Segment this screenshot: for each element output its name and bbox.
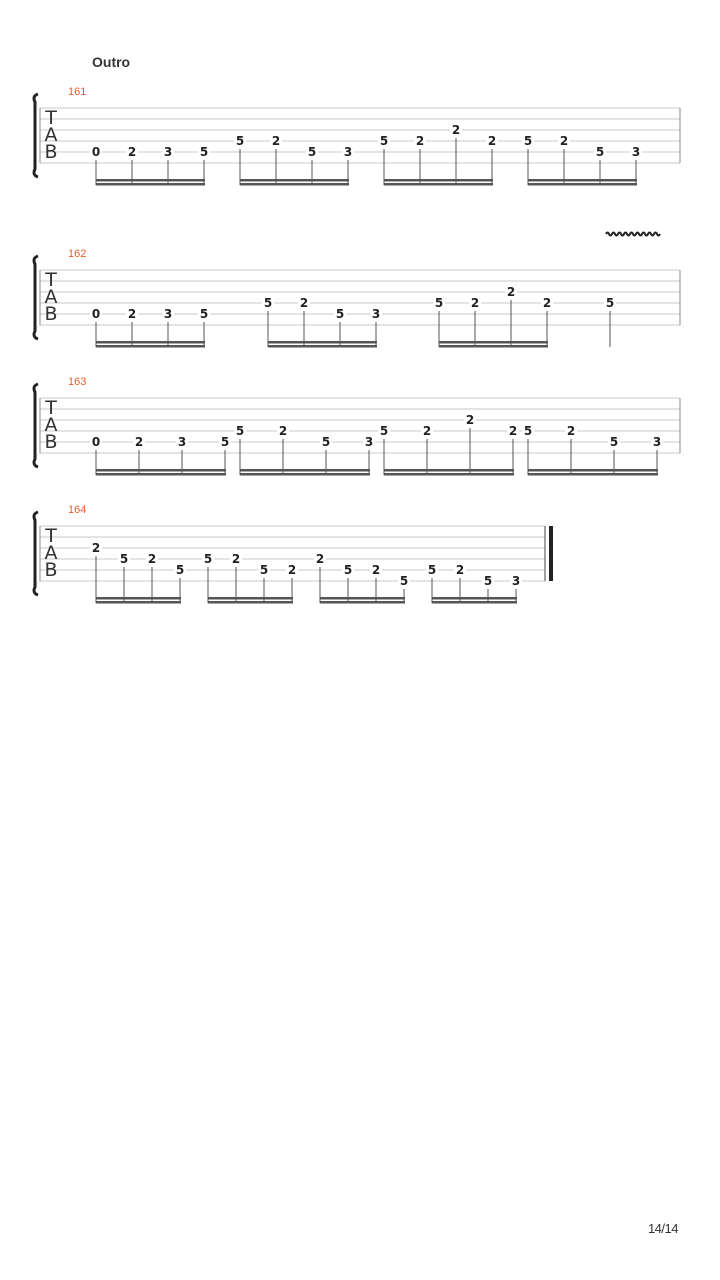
fret-number: 3 [371, 307, 381, 321]
beat-group [90, 145, 210, 186]
measure-number: 161 [68, 86, 87, 98]
beam-primary [96, 179, 205, 182]
fret-number: 3 [631, 145, 641, 159]
tab-clef-letter: B [44, 431, 58, 453]
fret-number: 2 [566, 424, 576, 438]
fret-number: 2 [299, 296, 309, 310]
fret-number: 5 [523, 134, 533, 148]
beam-secondary [528, 473, 658, 476]
beam-primary [528, 179, 637, 182]
fret-number: 2 [506, 285, 516, 299]
beam-secondary [439, 345, 548, 348]
fret-number: 5 [235, 424, 245, 438]
beam-secondary [96, 601, 181, 604]
fret-number: 5 [220, 435, 230, 449]
fret-number: 5 [321, 435, 331, 449]
beam-primary [384, 179, 493, 182]
tab-clef-letter: B [44, 303, 58, 325]
tab-clef-letter: A [44, 414, 58, 436]
beam-primary [96, 341, 205, 344]
fret-number: 5 [379, 424, 389, 438]
tab-clef-letter: T [45, 525, 57, 547]
fret-number: 2 [287, 563, 297, 577]
fret-number: 5 [307, 145, 317, 159]
beam-primary [268, 341, 377, 344]
system-bracket [34, 256, 38, 339]
fret-number: 5 [434, 296, 444, 310]
fret-number: 5 [523, 424, 533, 438]
fret-number: 0 [91, 435, 101, 449]
beat-group [522, 424, 663, 476]
fret-number: 2 [127, 307, 137, 321]
beat-group [90, 435, 231, 476]
beam-secondary [240, 183, 349, 186]
system-bracket [34, 512, 38, 595]
tab-clef-letter: B [44, 141, 58, 163]
beam-secondary [208, 601, 293, 604]
fret-number: 3 [163, 307, 173, 321]
fret-number: 0 [91, 307, 101, 321]
fret-number: 5 [199, 307, 209, 321]
page-number: 14/14 [647, 1221, 678, 1236]
fret-number: 5 [259, 563, 269, 577]
fret-number: 2 [422, 424, 432, 438]
fret-number: 3 [511, 574, 521, 588]
tab-system-163 [34, 376, 680, 476]
fret-number: 5 [483, 574, 493, 588]
fret-number: 5 [427, 563, 437, 577]
system-bracket [34, 384, 38, 467]
beat-group [378, 413, 519, 476]
tab-clef-letter: A [44, 286, 58, 308]
fret-number: 3 [177, 435, 187, 449]
fret-number: 2 [508, 424, 518, 438]
tab-system-162 [34, 233, 680, 348]
fret-number: 5 [199, 145, 209, 159]
section-title: Outro [92, 54, 131, 70]
fret-number: 5 [595, 145, 605, 159]
tab-system-164 [34, 504, 553, 604]
fret-number: 2 [147, 552, 157, 566]
beat-group [262, 296, 382, 348]
beam-secondary [320, 601, 405, 604]
fret-number: 2 [415, 134, 425, 148]
barline-final-thick [549, 526, 553, 581]
beat-group [604, 296, 616, 347]
beat-group [234, 424, 375, 476]
system-bracket [34, 94, 38, 177]
fret-number: 2 [127, 145, 137, 159]
beam-secondary [432, 601, 517, 604]
fret-number: 0 [91, 145, 101, 159]
beam-primary [432, 597, 517, 600]
beat-group [314, 552, 410, 604]
beam-secondary [96, 345, 205, 348]
fret-number: 2 [271, 134, 281, 148]
fret-number: 3 [163, 145, 173, 159]
measure-number: 162 [68, 248, 87, 260]
beat-group [378, 123, 498, 186]
fret-number: 2 [134, 435, 144, 449]
beam-secondary [268, 345, 377, 348]
fret-number: 5 [335, 307, 345, 321]
fret-number: 2 [278, 424, 288, 438]
beam-primary [240, 179, 349, 182]
beam-secondary [96, 473, 226, 476]
beat-group [202, 552, 298, 604]
beam-primary [384, 469, 514, 472]
beat-group [426, 563, 522, 604]
tab-clef-letter: T [45, 107, 57, 129]
beat-group [522, 134, 642, 186]
fret-number: 2 [91, 541, 101, 555]
beam-secondary [240, 473, 370, 476]
beat-group [90, 307, 210, 348]
beam-primary [208, 597, 293, 600]
fret-number: 5 [343, 563, 353, 577]
fret-number: 5 [605, 296, 615, 310]
tab-system-161 [34, 86, 680, 186]
fret-number: 5 [203, 552, 213, 566]
fret-number: 2 [487, 134, 497, 148]
fret-number: 3 [343, 145, 353, 159]
beam-secondary [384, 473, 514, 476]
fret-number: 3 [364, 435, 374, 449]
fret-number: 2 [371, 563, 381, 577]
fret-number: 2 [315, 552, 325, 566]
fret-number: 2 [542, 296, 552, 310]
tab-clef-letter: A [44, 124, 58, 146]
fret-number: 2 [455, 563, 465, 577]
tab-clef-letter: A [44, 542, 58, 564]
beat-group [90, 541, 186, 604]
fret-number: 5 [399, 574, 409, 588]
fret-number: 2 [465, 413, 475, 427]
fret-number: 2 [559, 134, 569, 148]
beam-primary [96, 469, 226, 472]
beam-secondary [384, 183, 493, 186]
beat-group [433, 285, 553, 348]
fret-number: 2 [451, 123, 461, 137]
vibrato-mark [606, 233, 660, 236]
fret-number: 5 [235, 134, 245, 148]
fret-number: 3 [652, 435, 662, 449]
measure-number: 164 [68, 504, 87, 516]
fret-number: 5 [609, 435, 619, 449]
tab-clef-letter: T [45, 397, 57, 419]
beam-primary [320, 597, 405, 600]
beam-primary [96, 597, 181, 600]
beam-primary [528, 469, 658, 472]
tab-clef-letter: B [44, 559, 58, 581]
beat-group [234, 134, 354, 186]
beam-primary [240, 469, 370, 472]
beam-secondary [528, 183, 637, 186]
fret-number: 2 [231, 552, 241, 566]
measure-number: 163 [68, 376, 87, 388]
fret-number: 5 [379, 134, 389, 148]
beam-primary [439, 341, 548, 344]
fret-number: 5 [175, 563, 185, 577]
tab-clef-letter: T [45, 269, 57, 291]
beam-secondary [96, 183, 205, 186]
fret-number: 5 [119, 552, 129, 566]
fret-number: 2 [470, 296, 480, 310]
fret-number: 5 [263, 296, 273, 310]
